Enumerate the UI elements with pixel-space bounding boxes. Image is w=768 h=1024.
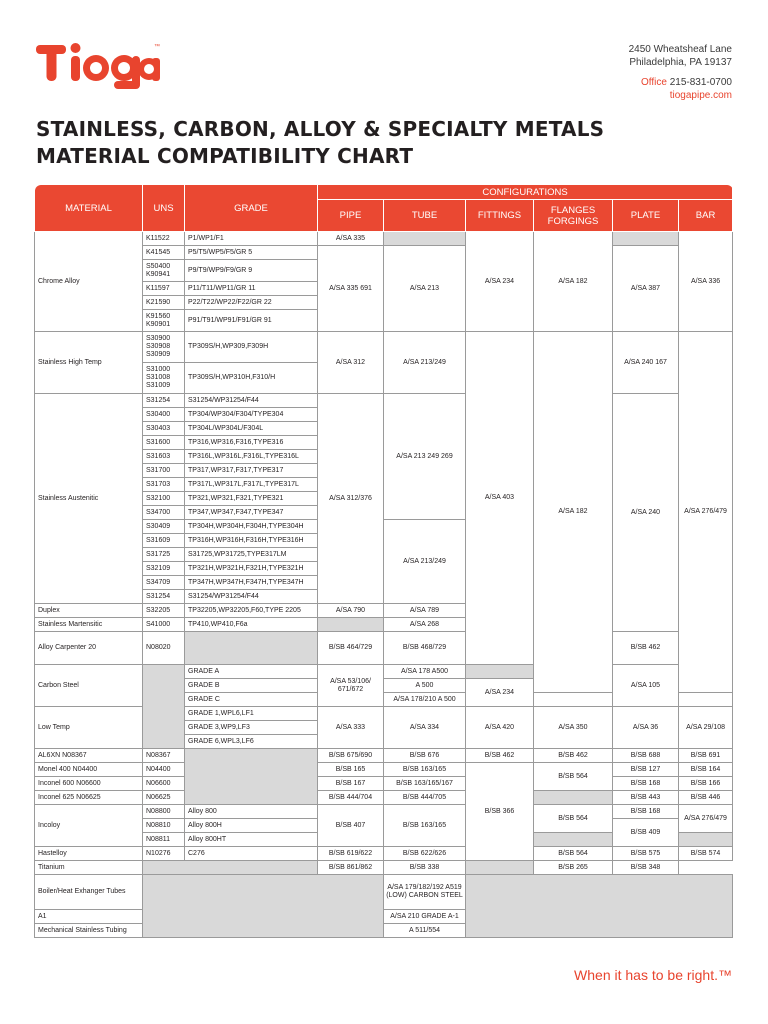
pipe-cell: A/SA 312 bbox=[318, 332, 384, 394]
bar-cell: B/SB 164 bbox=[679, 763, 733, 777]
svg-text:™: ™ bbox=[154, 44, 160, 50]
flanges-cell: B/SB 564 bbox=[534, 847, 613, 861]
table-row bbox=[35, 847, 733, 861]
table-row bbox=[35, 861, 733, 875]
grade-cell: TP317L,WP317L,F317L,TYPE317L bbox=[185, 478, 318, 492]
grade-cell: TP316H,WP316H,F316H,TYPE316H bbox=[185, 534, 318, 548]
grade-cell: TP410,WP410,F6a bbox=[185, 618, 318, 632]
table-row bbox=[35, 777, 733, 791]
tube-cell: B/SB 444/705 bbox=[384, 791, 466, 805]
material-cell: Carbon Steel bbox=[35, 665, 143, 707]
tube-cell: A/SA 210 GRADE A-1 bbox=[384, 910, 466, 924]
uns-cell: N08810 bbox=[143, 819, 185, 833]
tube-cell: B/SB 338 bbox=[384, 861, 466, 875]
uns-cell: S34709 bbox=[143, 576, 185, 590]
uns-cell: K11522 bbox=[143, 232, 185, 246]
material-cell: Stainless High Temp bbox=[35, 332, 143, 394]
uns-cell: S31703 bbox=[143, 478, 185, 492]
grade-cell: GRADE 1,WPL6,LF1 bbox=[185, 707, 318, 721]
material-cell: Chrome Alloy bbox=[35, 232, 143, 332]
header-configurations: CONFIGURATIONS bbox=[318, 185, 733, 200]
table-row bbox=[35, 791, 733, 805]
uns-cell: S31600 bbox=[143, 436, 185, 450]
flanges-cell: B/SB 564 bbox=[534, 805, 613, 833]
table-row bbox=[35, 805, 733, 819]
table-row bbox=[35, 665, 733, 679]
tube-cell: A/SA 179/182/192 A519 (LOW) CARBON STEEL bbox=[384, 875, 466, 910]
grade-cell: TP347,WP347,F347,TYPE347 bbox=[185, 506, 318, 520]
grade-cell: Alloy 800HT bbox=[185, 833, 318, 847]
grade-cell: TP321,WP321,F321,TYPE321 bbox=[185, 492, 318, 506]
tube-cell: B/SB 622/626 bbox=[384, 847, 466, 861]
tube-cell: A/SA 213/249 bbox=[384, 332, 466, 394]
grade-cell: P11/T11/WP11/GR 11 bbox=[185, 282, 318, 296]
fittings-cell: A/SA 420 bbox=[466, 707, 534, 749]
uns-cell: S31254 bbox=[143, 394, 185, 408]
grade-cell: TP32205,WP32205,F60,TYPE 2205 bbox=[185, 604, 318, 618]
grade-cell: TP304L/WP304L/F304L bbox=[185, 422, 318, 436]
fittings-cell: A/SA 234 bbox=[466, 679, 534, 707]
uns-cell: S31700 bbox=[143, 464, 185, 478]
plate-cell: B/SB 168 bbox=[613, 805, 679, 819]
plate-cell: A/SA 240 bbox=[613, 394, 679, 632]
plate-cell: B/SB 168 bbox=[613, 777, 679, 791]
material-cell: Monel 400 N04400 bbox=[35, 763, 143, 777]
table-row bbox=[35, 394, 733, 408]
page-title bbox=[36, 116, 604, 170]
pipe-cell: A/SA 333 bbox=[318, 707, 384, 749]
grade-cell: GRADE 6,WPL3,LF6 bbox=[185, 735, 318, 749]
bar-cell: B/SB 691 bbox=[679, 749, 733, 763]
header-flanges-forgings: FLANGES FORGINGS bbox=[534, 200, 613, 232]
grade-cell: S31254/WP31254/F44 bbox=[185, 590, 318, 604]
office-phone bbox=[629, 76, 732, 89]
uns-cell: N06600 bbox=[143, 777, 185, 791]
material-cell: AL6XN N08367 bbox=[35, 749, 143, 763]
flanges-cell: B/SB 462 bbox=[534, 749, 613, 763]
grade-cell: GRADE B bbox=[185, 679, 318, 693]
uns-cell: N08367 bbox=[143, 749, 185, 763]
pipe-cell: B/SB 464/729 bbox=[318, 632, 384, 665]
table-row bbox=[35, 763, 733, 777]
material-cell: Alloy Carpenter 20 bbox=[35, 632, 143, 665]
flanges-cell: A/SA 182 bbox=[534, 232, 613, 332]
header-pipe: PIPE bbox=[318, 200, 384, 232]
header-tube: TUBE bbox=[384, 200, 466, 232]
tube-cell: A 500 bbox=[384, 679, 466, 693]
fittings-cell: B/SB 462 bbox=[466, 749, 534, 763]
grade-cell: TP304H,WP304H,F304H,TYPE304H bbox=[185, 520, 318, 534]
grade-cell: Alloy 800H bbox=[185, 819, 318, 833]
flanges-cell: A/SA 350 bbox=[534, 707, 613, 749]
flanges-cell bbox=[534, 833, 613, 847]
bar-cell: B/SB 446 bbox=[679, 791, 733, 805]
plate-cell: B/SB 127 bbox=[613, 763, 679, 777]
tube-cell: A/SA 334 bbox=[384, 707, 466, 749]
uns-cell bbox=[143, 665, 185, 749]
bar-cell: A/SA 336 bbox=[679, 232, 733, 332]
plate-cell: B/SB 409 bbox=[613, 819, 679, 847]
table-row bbox=[35, 875, 733, 910]
grade-cell: TP316L,WP316L,F316L,TYPE316L bbox=[185, 450, 318, 464]
pipe-cell: A/SA 312/376 bbox=[318, 394, 384, 604]
fittings-cell: B/SB 366 bbox=[466, 763, 534, 861]
tube-cell: B/SB 163/165 bbox=[384, 805, 466, 847]
grade-cell: TP309S/H,WP309,F309H bbox=[185, 332, 318, 363]
uns-cell: N08811 bbox=[143, 833, 185, 847]
tube-cell: A/SA 268 bbox=[384, 618, 466, 632]
grade-cell: TP316,WP316,F316,TYPE316 bbox=[185, 436, 318, 450]
flanges-cell: B/SB 564 bbox=[534, 763, 613, 791]
uns-cell: S30900 S30908 S30909 bbox=[143, 332, 185, 363]
material-cell: Mechanical Stainless Tubing bbox=[35, 924, 143, 938]
pipe-cell: B/SB 407 bbox=[318, 805, 384, 847]
material-cell: Stainless Austenitic bbox=[35, 394, 143, 604]
material-cell: Inconel 600 N06600 bbox=[35, 777, 143, 791]
grade-cell: P22/T22/WP22/F22/GR 22 bbox=[185, 296, 318, 310]
header-bar: BAR bbox=[679, 200, 733, 232]
plate-cell: A/SA 387 bbox=[613, 246, 679, 332]
header-grade: GRADE bbox=[185, 185, 318, 232]
tube-cell: A/SA 178 A500 bbox=[384, 665, 466, 679]
table-row bbox=[35, 749, 733, 763]
bar-cell: B/SB 348 bbox=[613, 861, 679, 875]
uns-cell: S31000 S31008 S31009 bbox=[143, 363, 185, 394]
uns-cell: K91560 K90901 bbox=[143, 310, 185, 332]
bar-cell: B/SB 574 bbox=[679, 847, 733, 861]
fittings-cell: B/SB 462 bbox=[613, 632, 679, 665]
table-row bbox=[35, 332, 733, 363]
plate-cell: B/SB 443 bbox=[613, 791, 679, 805]
grade-cell: GRADE A bbox=[185, 665, 318, 679]
title-line-2: MATERIAL COMPATIBILITY CHART bbox=[36, 144, 414, 168]
grade-cell: P5/T5/WP5/F5/GR 5 bbox=[185, 246, 318, 260]
website-link[interactable]: tiogapipe.com bbox=[669, 90, 732, 101]
tube-cell: A/SA 213 249 269 bbox=[384, 394, 466, 520]
grade-cell: TP321H,WP321H,F321H,TYPE321H bbox=[185, 562, 318, 576]
tioga-logo bbox=[36, 42, 160, 95]
plate-cell: B/SB 688 bbox=[613, 749, 679, 763]
tioga-logo-mark bbox=[36, 42, 160, 90]
tagline: When it has to be right.™ bbox=[574, 967, 732, 983]
uns-grade-cell bbox=[143, 861, 318, 875]
uns-cell: S30400 bbox=[143, 408, 185, 422]
bar-cell: A/SA 276/479 bbox=[679, 805, 733, 833]
table-row bbox=[35, 632, 733, 665]
grade-cell: GRADE C bbox=[185, 693, 318, 707]
uns-cell: S30403 bbox=[143, 422, 185, 436]
tube-cell: A/SA 789 bbox=[384, 604, 466, 618]
uns-cell: S32100 bbox=[143, 492, 185, 506]
uns-cell: K11597 bbox=[143, 282, 185, 296]
tube-cell: A/SA 213/249 bbox=[384, 520, 466, 604]
uns-cell: S31609 bbox=[143, 534, 185, 548]
pipe-cell: B/SB 444/704 bbox=[318, 791, 384, 805]
uns-cell: N10276 bbox=[143, 847, 185, 861]
grade-cell: TP309S/H,WP310H,F310/H bbox=[185, 363, 318, 394]
flanges-cell: A/SA 182 bbox=[534, 332, 613, 693]
material-compatibility-table bbox=[34, 184, 733, 938]
pipe-cell bbox=[318, 618, 384, 632]
tube-cell: B/SB 676 bbox=[384, 749, 466, 763]
pipe-cell: B/SB 619/622 bbox=[318, 847, 384, 861]
tube-cell: A/SA 213 bbox=[384, 246, 466, 332]
plate-cell: A/SA 240 167 bbox=[613, 332, 679, 394]
table-row bbox=[35, 707, 733, 721]
company-address bbox=[629, 43, 732, 102]
uns-cell: S31254 bbox=[143, 590, 185, 604]
grade-cell bbox=[185, 632, 318, 665]
uns-cell: N08800 bbox=[143, 805, 185, 819]
uns-cell: N08020 bbox=[143, 632, 185, 665]
material-cell: Stainless Martensitic bbox=[35, 618, 143, 632]
header-material: MATERIAL bbox=[35, 185, 143, 232]
pipe-cell: B/SB 675/690 bbox=[318, 749, 384, 763]
grade-cell: Alloy 800 bbox=[185, 805, 318, 819]
uns-cell: S41000 bbox=[143, 618, 185, 632]
pipe-cell: A/SA 335 691 bbox=[318, 246, 384, 332]
fittings-cell: A/SA 403 bbox=[466, 332, 534, 665]
grade-cell: S31725,WP31725,TYPE317LM bbox=[185, 548, 318, 562]
tube-cell: B/SB 163/165 bbox=[384, 763, 466, 777]
uns-cell: S34700 bbox=[143, 506, 185, 520]
material-cell: Hastelloy bbox=[35, 847, 143, 861]
fittings-cell: A/SA 234 bbox=[466, 232, 534, 332]
fittings-cell bbox=[466, 665, 534, 679]
uns-cell: S31725 bbox=[143, 548, 185, 562]
grade-cell: P1/WP1/F1 bbox=[185, 232, 318, 246]
plate-cell: B/SB 575 bbox=[613, 847, 679, 861]
grade-cell: P9/T9/WP9/F9/GR 9 bbox=[185, 260, 318, 282]
address-city: Philadelphia, PA 19137 bbox=[629, 57, 732, 68]
plate-cell: B/SB 265 bbox=[534, 861, 613, 875]
plate-cell bbox=[613, 232, 679, 246]
uns-cell: S50400 K90941 bbox=[143, 260, 185, 282]
office-label: Office bbox=[641, 77, 667, 88]
tube-cell bbox=[384, 232, 466, 246]
uns-grade-pipe-cell bbox=[143, 875, 384, 938]
tube-cell: A 511/554 bbox=[384, 924, 466, 938]
pipe-cell: B/SB 165 bbox=[318, 763, 384, 777]
material-cell: Inconel 625 N06625 bbox=[35, 791, 143, 805]
grade-cell: TP304/WP304/F304/TYPE304 bbox=[185, 408, 318, 422]
header-uns: UNS bbox=[143, 185, 185, 232]
pipe-cell: A/SA 53/106/ 671/672 bbox=[318, 665, 384, 707]
uns-cell: N04400 bbox=[143, 763, 185, 777]
bar-cell: A/SA 29/108 bbox=[679, 707, 733, 749]
tube-cell: A/SA 178/210 A 500 bbox=[384, 693, 466, 707]
pipe-cell: B/SB 861/862 bbox=[318, 861, 384, 875]
grade-cell bbox=[185, 749, 318, 805]
material-cell: Incoloy bbox=[35, 805, 143, 847]
uns-cell: K21590 bbox=[143, 296, 185, 310]
flanges-cell bbox=[466, 861, 534, 875]
pipe-cell: A/SA 335 bbox=[318, 232, 384, 246]
uns-cell: K41545 bbox=[143, 246, 185, 260]
grade-cell: TP347H,WP347H,F347H,TYPE347H bbox=[185, 576, 318, 590]
title-line-1: STAINLESS, CARBON, ALLOY & SPECIALTY METALS bbox=[36, 117, 605, 141]
header-fittings: FITTINGS bbox=[466, 200, 534, 232]
material-cell: A1 bbox=[35, 910, 143, 924]
table-row bbox=[35, 232, 733, 246]
uns-cell: S32205 bbox=[143, 604, 185, 618]
grade-cell: P91/T91/WP91/F91/GR 91 bbox=[185, 310, 318, 332]
plate-cell: A/SA 36 bbox=[613, 707, 679, 749]
uns-cell: S31603 bbox=[143, 450, 185, 464]
grade-cell: C276 bbox=[185, 847, 318, 861]
material-cell: Titanium bbox=[35, 861, 143, 875]
grade-cell: S31254/WP31254/F44 bbox=[185, 394, 318, 408]
fittings-bar-cell bbox=[466, 875, 733, 938]
tube-cell: B/SB 163/165/167 bbox=[384, 777, 466, 791]
bar-cell: A/SA 276/479 bbox=[679, 332, 733, 693]
phone-number: 215-831-0700 bbox=[669, 77, 732, 88]
material-cell: Duplex bbox=[35, 604, 143, 618]
flanges-cell bbox=[534, 791, 613, 805]
pipe-cell: B/SB 167 bbox=[318, 777, 384, 791]
grade-cell: TP317,WP317,F317,TYPE317 bbox=[185, 464, 318, 478]
uns-cell: S30409 bbox=[143, 520, 185, 534]
flanges-cell: A/SA 105 bbox=[613, 665, 679, 707]
uns-cell: N06625 bbox=[143, 791, 185, 805]
material-cell: Low Temp bbox=[35, 707, 143, 749]
grade-cell: GRADE 3,WP9,LF3 bbox=[185, 721, 318, 735]
material-cell: Boiler/Heat Exhanger Tubes bbox=[35, 875, 143, 910]
uns-cell: S32109 bbox=[143, 562, 185, 576]
bar-cell bbox=[679, 833, 733, 847]
header-plate: PLATE bbox=[613, 200, 679, 232]
address-street: 2450 Wheatsheaf Lane bbox=[628, 44, 732, 55]
bar-cell: B/SB 166 bbox=[679, 777, 733, 791]
pipe-cell: A/SA 790 bbox=[318, 604, 384, 618]
tube-cell: B/SB 468/729 bbox=[384, 632, 466, 665]
